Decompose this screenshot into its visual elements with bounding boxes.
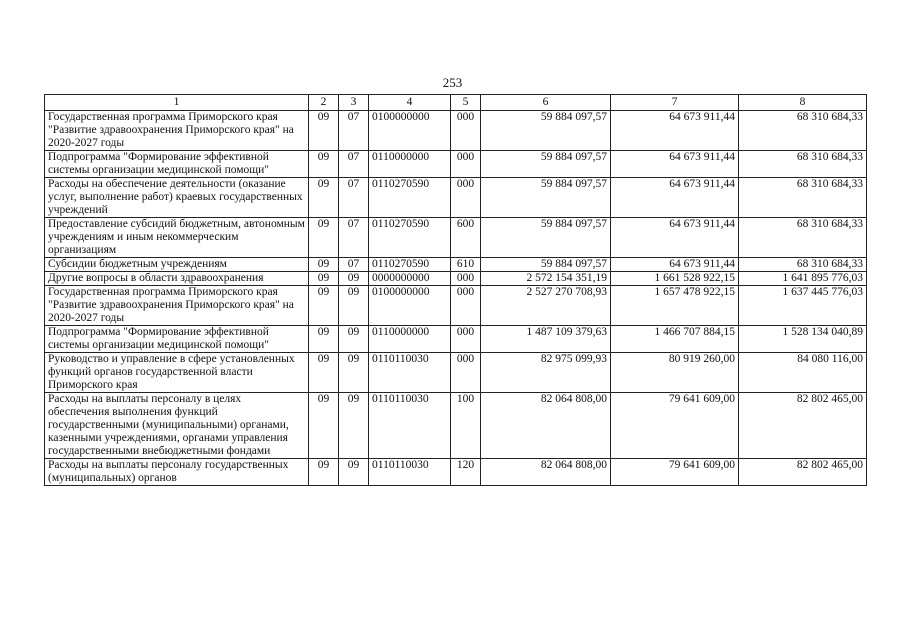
row-expense-type-cell: 000 xyxy=(451,286,481,326)
row-expense-type-cell: 610 xyxy=(451,258,481,272)
row-target-article-cell: 0110110030 xyxy=(369,393,451,459)
row-expense-type-cell: 600 xyxy=(451,218,481,258)
row-section-cell: 09 xyxy=(309,151,339,178)
row-amount-col6-cell: 59 884 097,57 xyxy=(481,218,611,258)
row-name-cell: Расходы на выплаты персоналу государственных (муниципальных) органов xyxy=(45,459,309,486)
row-expense-type-cell: 100 xyxy=(451,393,481,459)
column-header: 7 xyxy=(611,95,739,111)
table-row xyxy=(45,111,867,151)
row-amount-col8-cell: 68 310 684,33 xyxy=(739,151,867,178)
row-section-cell: 09 xyxy=(309,353,339,393)
row-amount-col6-cell: 59 884 097,57 xyxy=(481,111,611,151)
row-section-cell: 09 xyxy=(309,459,339,486)
row-target-article-cell: 0110000000 xyxy=(369,151,451,178)
row-amount-col8-cell: 1 641 895 776,03 xyxy=(739,272,867,286)
row-name-cell: Расходы на выплаты персоналу в целях обеспечения выполнения функций государственными (муниципальными) органами, казенными учреждениями, органами управления государственными внебюджетными фондами xyxy=(45,393,309,459)
row-name-cell: Государственная программа Приморского края "Развитие здравоохранения Приморского края" на 2020-2027 годы xyxy=(45,286,309,326)
row-target-article-cell: 0000000000 xyxy=(369,272,451,286)
table-row xyxy=(45,393,867,459)
page-number: 253 xyxy=(442,75,463,90)
row-name-cell: Государственная программа Приморского края "Развитие здравоохранения Приморского края" на 2020-2027 годы xyxy=(45,111,309,151)
row-name-cell: Субсидии бюджетным учреждениям xyxy=(45,258,309,272)
row-amount-col6-cell: 2 572 154 351,19 xyxy=(481,272,611,286)
row-name-cell: Руководство и управление в сфере установленных функций органов государственной власти Приморского края xyxy=(45,353,309,393)
row-amount-col8-cell: 1 637 445 776,03 xyxy=(739,286,867,326)
row-amount-col7-cell: 79 641 609,00 xyxy=(611,459,739,486)
row-subsection-cell: 07 xyxy=(339,111,369,151)
row-amount-col8-cell: 68 310 684,33 xyxy=(739,218,867,258)
column-header: 3 xyxy=(339,95,369,111)
row-amount-col7-cell: 1 466 707 884,15 xyxy=(611,326,739,353)
row-target-article-cell: 0110270590 xyxy=(369,258,451,272)
row-amount-col7-cell: 1 661 528 922,15 xyxy=(611,272,739,286)
row-amount-col8-cell: 84 080 116,00 xyxy=(739,353,867,393)
row-subsection-cell: 07 xyxy=(339,178,369,218)
row-subsection-cell: 07 xyxy=(339,258,369,272)
row-amount-col7-cell: 79 641 609,00 xyxy=(611,393,739,459)
row-expense-type-cell: 120 xyxy=(451,459,481,486)
row-amount-col8-cell: 1 528 134 040,89 xyxy=(739,326,867,353)
row-amount-col8-cell: 82 802 465,00 xyxy=(739,459,867,486)
row-section-cell: 09 xyxy=(309,286,339,326)
table-row xyxy=(45,272,867,286)
row-section-cell: 09 xyxy=(309,258,339,272)
row-subsection-cell: 07 xyxy=(339,218,369,258)
budget-table xyxy=(44,94,867,486)
row-subsection-cell: 07 xyxy=(339,151,369,178)
table-row xyxy=(45,326,867,353)
row-expense-type-cell: 000 xyxy=(451,178,481,218)
row-target-article-cell: 0100000000 xyxy=(369,111,451,151)
table-row xyxy=(45,178,867,218)
row-expense-type-cell: 000 xyxy=(451,111,481,151)
row-target-article-cell: 0110270590 xyxy=(369,178,451,218)
row-target-article-cell: 0100000000 xyxy=(369,286,451,326)
row-amount-col6-cell: 82 064 808,00 xyxy=(481,393,611,459)
row-expense-type-cell: 000 xyxy=(451,326,481,353)
header-row xyxy=(45,95,867,111)
row-section-cell: 09 xyxy=(309,111,339,151)
row-section-cell: 09 xyxy=(309,218,339,258)
row-amount-col6-cell: 82 975 099,93 xyxy=(481,353,611,393)
row-subsection-cell: 09 xyxy=(339,326,369,353)
column-header: 1 xyxy=(45,95,309,111)
row-amount-col6-cell: 59 884 097,57 xyxy=(481,151,611,178)
row-subsection-cell: 09 xyxy=(339,353,369,393)
row-amount-col8-cell: 82 802 465,00 xyxy=(739,393,867,459)
row-name-cell: Подпрограмма "Формирование эффективной системы организации медицинской помощи" xyxy=(45,326,309,353)
row-amount-col6-cell: 1 487 109 379,63 xyxy=(481,326,611,353)
row-expense-type-cell: 000 xyxy=(451,151,481,178)
table-row xyxy=(45,353,867,393)
column-header: 2 xyxy=(309,95,339,111)
table-row xyxy=(45,151,867,178)
row-section-cell: 09 xyxy=(309,178,339,218)
row-section-cell: 09 xyxy=(309,272,339,286)
row-amount-col7-cell: 64 673 911,44 xyxy=(611,218,739,258)
row-name-cell: Подпрограмма "Формирование эффективной системы организации медицинской помощи" xyxy=(45,151,309,178)
row-name-cell: Расходы на обеспечение деятельности (оказание услуг, выполнение работ) краевых государственных учреждений xyxy=(45,178,309,218)
row-amount-col7-cell: 64 673 911,44 xyxy=(611,151,739,178)
row-name-cell: Предоставление субсидий бюджетным, автономным учреждениям и иным некоммерческим организациям xyxy=(45,218,309,258)
row-target-article-cell: 0110110030 xyxy=(369,459,451,486)
row-name-cell: Другие вопросы в области здравоохранения xyxy=(45,272,309,286)
row-amount-col7-cell: 80 919 260,00 xyxy=(611,353,739,393)
row-section-cell: 09 xyxy=(309,326,339,353)
column-header: 4 xyxy=(369,95,451,111)
row-amount-col7-cell: 64 673 911,44 xyxy=(611,178,739,218)
row-amount-col6-cell: 59 884 097,57 xyxy=(481,178,611,218)
row-section-cell: 09 xyxy=(309,393,339,459)
row-amount-col6-cell: 59 884 097,57 xyxy=(481,258,611,272)
row-subsection-cell: 09 xyxy=(339,459,369,486)
column-header: 5 xyxy=(451,95,481,111)
row-target-article-cell: 0110000000 xyxy=(369,326,451,353)
column-header: 6 xyxy=(481,95,611,111)
row-target-article-cell: 0110270590 xyxy=(369,218,451,258)
row-amount-col8-cell: 68 310 684,33 xyxy=(739,111,867,151)
column-header: 8 xyxy=(739,95,867,111)
row-amount-col7-cell: 1 657 478 922,15 xyxy=(611,286,739,326)
row-subsection-cell: 09 xyxy=(339,393,369,459)
row-amount-col6-cell: 2 527 270 708,93 xyxy=(481,286,611,326)
row-amount-col7-cell: 64 673 911,44 xyxy=(611,111,739,151)
row-expense-type-cell: 000 xyxy=(451,353,481,393)
row-subsection-cell: 09 xyxy=(339,272,369,286)
table-row xyxy=(45,286,867,326)
row-amount-col8-cell: 68 310 684,33 xyxy=(739,258,867,272)
table-row xyxy=(45,258,867,272)
row-amount-col7-cell: 64 673 911,44 xyxy=(611,258,739,272)
table-row xyxy=(45,218,867,258)
row-amount-col8-cell: 68 310 684,33 xyxy=(739,178,867,218)
table-row xyxy=(45,459,867,486)
row-amount-col6-cell: 82 064 808,00 xyxy=(481,459,611,486)
row-expense-type-cell: 000 xyxy=(451,272,481,286)
row-target-article-cell: 0110110030 xyxy=(369,353,451,393)
row-subsection-cell: 09 xyxy=(339,286,369,326)
